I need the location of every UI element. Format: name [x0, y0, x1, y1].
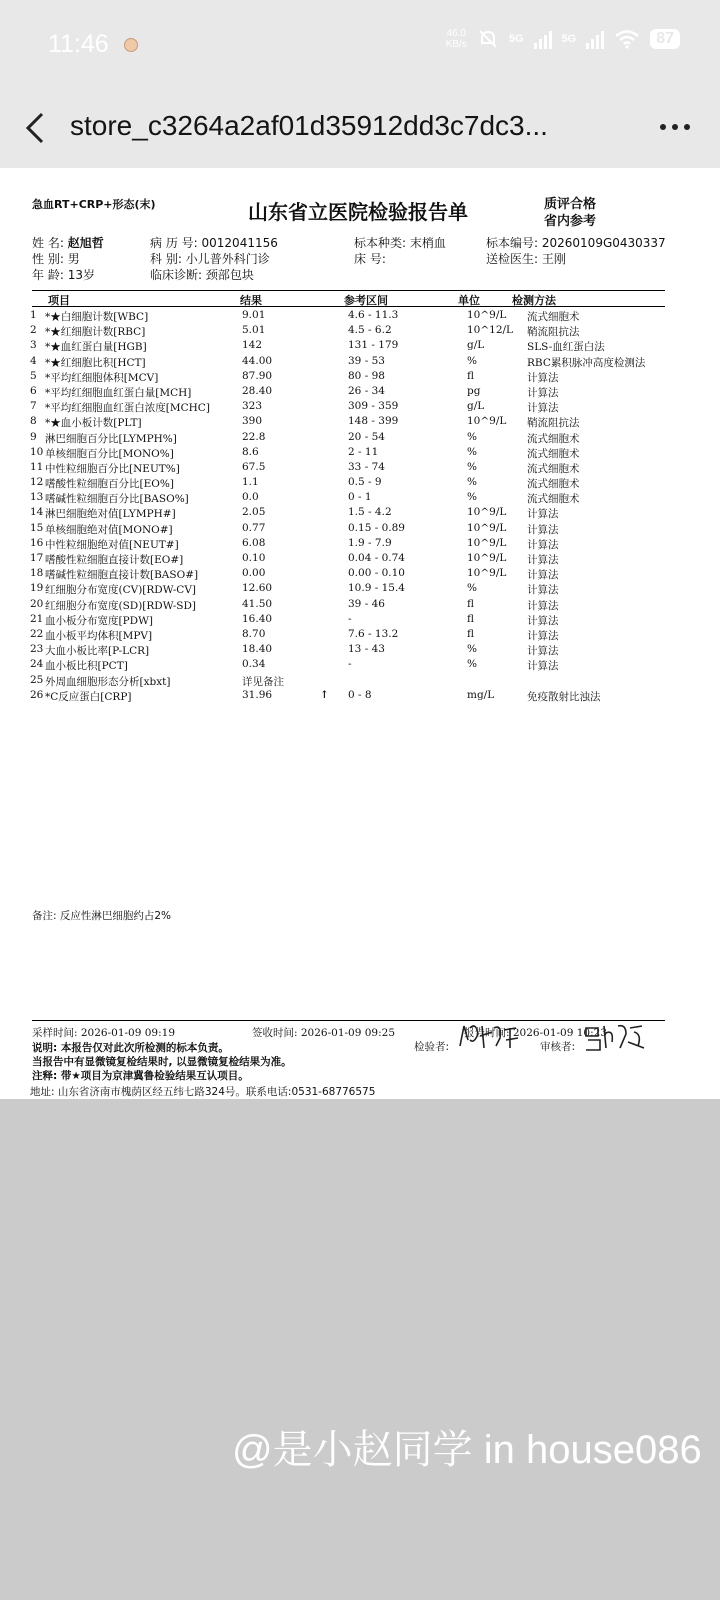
row-test-name: 单核细胞百分比[MONO%]: [45, 447, 174, 460]
sim2-label: 5G: [561, 33, 577, 45]
report-title: 山东省立医院检验报告单: [248, 200, 468, 224]
row-result: 9.01: [242, 309, 266, 321]
row-test-name: *C反应蛋白[CRP]: [45, 690, 132, 703]
row-index: 8: [30, 415, 37, 428]
row-result: 31.96: [242, 688, 273, 701]
row-result: 8.70: [242, 627, 266, 640]
table-row: [0, 582, 720, 597]
row-test-name: 单核细胞绝对值[MONO#]: [45, 523, 173, 536]
row-test-name: *平均红细胞血红蛋白浓度[MCHC]: [45, 402, 210, 415]
row-test-name: *★血红蛋白量[HGB]: [45, 341, 147, 354]
row-reference: 0.00 - 0.10: [348, 567, 405, 580]
signal-bars-1-icon: [534, 29, 552, 49]
row-method: 计算法: [527, 629, 559, 642]
table-row: [0, 339, 720, 354]
hospital-address: 地址: 山东省济南市槐荫区经五纬七路324号。联系电话:0531-68776575: [30, 1086, 376, 1098]
row-method: 流式细胞术: [527, 432, 580, 445]
quality-note: 质评合格 省内参考: [544, 197, 597, 229]
row-unit: 10^9/L: [467, 506, 507, 519]
row-method: 免疫散射比浊法: [527, 690, 601, 703]
department: 科 别: 小儿普外科门诊: [150, 252, 270, 266]
results-table-body: [0, 309, 720, 704]
row-index: 20: [30, 597, 44, 610]
row-method: 流式细胞术: [527, 462, 580, 475]
patient-sex: 性 别: 男: [32, 252, 80, 266]
row-result: 87.90: [242, 369, 273, 382]
row-method: 计算法: [527, 599, 559, 612]
row-result: 12.60: [242, 582, 273, 595]
row-test-name: *★红细胞计数[RBC]: [45, 326, 146, 339]
row-result: 2.05: [242, 506, 266, 519]
row-test-name: *★血小板计数[PLT]: [45, 417, 142, 430]
row-index: 26: [30, 688, 44, 701]
row-index: 23: [30, 643, 44, 656]
test-package-tag: 急血RT+CRP+形态(末): [32, 198, 156, 211]
row-unit: 10^9/L: [467, 415, 507, 428]
row-reference: 1.5 - 4.2: [348, 506, 392, 519]
row-reference: 26 - 34: [348, 384, 385, 397]
row-method: 计算法: [527, 569, 559, 582]
row-index: 6: [30, 384, 37, 397]
row-method: 计算法: [527, 645, 559, 658]
row-reference: 4.6 - 11.3: [348, 309, 399, 321]
row-index: 14: [30, 506, 44, 519]
table-row: [0, 689, 720, 704]
col-method: 检测方法: [512, 294, 556, 307]
row-reference: 2 - 11: [348, 445, 379, 458]
table-row: [0, 567, 720, 582]
row-reference: 148 - 399: [348, 415, 399, 428]
row-unit: %: [467, 354, 477, 367]
specimen-type: 标本种类: 末梢血: [354, 236, 446, 250]
row-result: 390: [242, 415, 263, 428]
row-test-name: 红细胞分布宽度(CV)[RDW-CV]: [45, 584, 197, 597]
report-time: 报告时间: 2026-01-09 10:23: [464, 1027, 608, 1039]
row-result: 6.08: [242, 536, 266, 549]
row-method: 计算法: [527, 554, 559, 566]
battery-indicator: 87: [650, 29, 680, 49]
row-index: 4: [30, 354, 37, 367]
table-row: [0, 552, 720, 567]
row-method: SLS-血红蛋白法: [527, 341, 605, 354]
row-reference: 0 - 1: [348, 491, 372, 504]
status-time: 11:46: [48, 30, 109, 58]
patient-age: 年 龄: 13岁: [32, 268, 95, 282]
report-document: [0, 168, 720, 1099]
row-test-name: 外周血细胞形态分析[xbxt]: [45, 675, 171, 688]
row-method: 计算法: [527, 386, 559, 399]
row-unit: pg: [467, 384, 481, 397]
net-speed: 46.0 KB/s: [445, 28, 467, 50]
table-row: [0, 674, 720, 689]
table-row: [0, 400, 720, 415]
row-result: 8.6: [242, 445, 259, 458]
row-method: 计算法: [527, 402, 559, 415]
row-test-name: 嗜酸性粒细胞百分比[EO%]: [45, 478, 174, 491]
back-arrow-icon[interactable]: [22, 110, 52, 146]
row-unit: 10^9/L: [467, 521, 507, 534]
row-unit: %: [467, 643, 477, 656]
row-unit: 10^9/L: [467, 567, 507, 580]
mute-bell-icon: [477, 28, 499, 50]
row-unit: %: [467, 476, 477, 489]
row-unit: 10^12/L: [467, 324, 514, 337]
row-result: 41.50: [242, 597, 273, 610]
row-unit: mg/L: [467, 688, 495, 701]
table-row: [0, 506, 720, 521]
row-test-name: 淋巴细胞百分比[LYMPH%]: [45, 432, 177, 445]
row-method: 计算法: [527, 371, 559, 384]
row-test-name: 嗜碱性粒细胞直接计数[BASO#]: [45, 569, 199, 582]
more-options-icon[interactable]: [660, 124, 690, 130]
row-flag: ↑: [320, 688, 329, 701]
reviewer-signature: [582, 1020, 648, 1052]
row-unit: 10^9/L: [467, 552, 507, 564]
row-result: 142: [242, 339, 263, 352]
table-row: [0, 613, 720, 628]
row-result: 0.10: [242, 552, 266, 564]
row-unit: %: [467, 445, 477, 458]
row-index: 25: [30, 673, 44, 686]
row-unit: fl: [467, 369, 475, 382]
row-method: 计算法: [527, 523, 559, 536]
receive-time: 签收时间: 2026-01-09 09:25: [252, 1027, 396, 1039]
note-mutual-recognition: 注释: 带★项目为京津冀鲁检验结果互认项目。: [32, 1070, 249, 1082]
row-test-name: *★红细胞比积[HCT]: [45, 356, 146, 369]
table-row: [0, 324, 720, 339]
row-index: 11: [30, 460, 44, 473]
row-reference: 13 - 43: [348, 643, 385, 656]
row-index: 3: [30, 339, 37, 352]
row-result: 18.40: [242, 643, 273, 656]
row-unit: %: [467, 460, 477, 473]
note-microscope: 当报告中有显微镜复检结果时, 以显微镜复检结果为准。: [32, 1056, 292, 1068]
row-test-name: *平均红细胞血红蛋白量[MCH]: [45, 386, 192, 399]
row-test-name: *★白细胞计数[WBC]: [45, 311, 149, 323]
row-reference: 309 - 359: [348, 400, 399, 413]
table-row: [0, 309, 720, 324]
bed-number: 床 号:: [354, 252, 386, 266]
row-index: 18: [30, 567, 44, 580]
row-result: 5.01: [242, 324, 266, 337]
row-method: 计算法: [527, 584, 559, 597]
app-notification-icon: [124, 38, 138, 52]
row-unit: 10^9/L: [467, 536, 507, 549]
row-test-name: 淋巴细胞绝对值[LYMPH#]: [45, 508, 176, 521]
row-test-name: 血小板比积[PCT]: [45, 660, 128, 673]
results-table-header: [32, 290, 665, 307]
row-unit: fl: [467, 597, 475, 610]
row-reference: 39 - 46: [348, 597, 385, 610]
row-method: 鞘流阻抗法: [527, 326, 580, 339]
status-bar: [0, 0, 720, 88]
row-test-name: *平均红细胞体积[MCV]: [45, 371, 159, 384]
row-test-name: 嗜酸性粒细胞直接计数[EO#]: [45, 554, 184, 566]
row-method: 计算法: [527, 508, 559, 521]
row-index: 16: [30, 536, 44, 549]
col-result: 结果: [240, 294, 262, 307]
table-row: [0, 598, 720, 613]
col-item: 项目: [48, 294, 70, 307]
table-row: [0, 643, 720, 658]
row-unit: fl: [467, 627, 475, 640]
row-reference: 7.6 - 13.2: [348, 627, 399, 640]
row-reference: 20 - 54: [348, 430, 385, 443]
row-index: 1: [30, 309, 37, 321]
row-reference: -: [348, 658, 352, 671]
row-result: 0.77: [242, 521, 266, 534]
row-index: 10: [30, 445, 44, 458]
row-test-name: 中性粒细胞绝对值[NEUT#]: [45, 538, 179, 551]
status-indicators: [446, 28, 680, 50]
row-index: 2: [30, 324, 37, 337]
note-responsibility: 说明: 本报告仅对此次所检测的标本负责。: [32, 1042, 229, 1054]
row-result: 0.00: [242, 567, 266, 580]
sample-number: 标本编号: 20260109G0430337: [486, 236, 666, 250]
row-reference: 10.9 - 15.4: [348, 582, 405, 595]
row-reference: 1.9 - 7.9: [348, 536, 392, 549]
row-method: 流式细胞术: [527, 311, 580, 323]
row-reference: 0.15 - 0.89: [348, 521, 405, 534]
row-result: 323: [242, 400, 263, 413]
row-reference: 4.5 - 6.2: [348, 324, 392, 337]
wifi-icon: [614, 29, 640, 49]
row-result: 44.00: [242, 354, 273, 367]
examiner-signature: [456, 1018, 532, 1052]
row-method: 计算法: [527, 614, 559, 627]
row-index: 5: [30, 369, 37, 382]
row-unit: %: [467, 582, 477, 595]
row-unit: g/L: [467, 339, 485, 352]
row-result: 0.0: [242, 491, 259, 504]
row-test-name: 血小板平均体积[MPV]: [45, 629, 153, 642]
table-row: [0, 355, 720, 370]
app-bar: [0, 88, 720, 168]
row-reference: -: [348, 612, 352, 625]
table-row: [0, 491, 720, 506]
row-unit: %: [467, 430, 477, 443]
row-result: 22.8: [242, 430, 266, 443]
table-row: [0, 628, 720, 643]
reviewer-label: 审核者:: [540, 1041, 576, 1053]
row-method: 流式细胞术: [527, 447, 580, 460]
col-ref: 参考区间: [344, 294, 388, 307]
row-result: 1.1: [242, 476, 259, 489]
row-index: 9: [30, 430, 37, 443]
row-result: 67.5: [242, 460, 266, 473]
table-row: [0, 370, 720, 385]
row-unit: %: [467, 658, 477, 671]
row-index: 19: [30, 582, 44, 595]
row-unit: g/L: [467, 400, 485, 413]
watermark: @是小赵同学 in house086: [232, 1428, 702, 1472]
sim1-label: 5G: [508, 33, 524, 45]
row-reference: 0.5 - 9: [348, 476, 382, 489]
row-index: 17: [30, 552, 44, 564]
remark: 备注: 反应性淋巴细胞约占2%: [32, 910, 172, 922]
row-test-name: 中性粒细胞百分比[NEUT%]: [45, 462, 180, 475]
row-test-name: 血小板分布宽度[PDW]: [45, 614, 153, 627]
table-row: [0, 522, 720, 537]
table-row: [0, 658, 720, 673]
examiner-label: 检验者:: [414, 1041, 450, 1053]
table-row: [0, 461, 720, 476]
row-test-name: 嗜碱性粒细胞百分比[BASO%]: [45, 493, 189, 506]
table-row: [0, 385, 720, 400]
row-unit: fl: [467, 612, 475, 625]
row-test-name: 红细胞分布宽度(SD)[RDW-SD]: [45, 599, 197, 612]
file-title: store_c3264a2af01d35912dd3c7dc3...: [70, 110, 548, 141]
table-row: [0, 476, 720, 491]
row-reference: 80 - 98: [348, 369, 385, 382]
row-unit: 10^9/L: [467, 309, 507, 321]
row-method: RBC累积脉冲高度检测法: [527, 356, 646, 369]
row-reference: 131 - 179: [348, 339, 399, 352]
footer-divider: [32, 1020, 665, 1021]
table-row: [0, 446, 720, 461]
row-index: 24: [30, 658, 44, 671]
signal-bars-2-icon: [586, 29, 604, 49]
row-result: 0.34: [242, 658, 266, 671]
col-unit: 单位: [458, 294, 480, 307]
referring-doctor: 送检医生: 王刚: [486, 252, 566, 266]
table-row: [0, 537, 720, 552]
row-index: 7: [30, 400, 37, 413]
row-reference: 39 - 53: [348, 354, 385, 367]
clinical-diagnosis: 临床诊断: 颈部包块: [150, 268, 254, 282]
row-reference: 0.04 - 0.74: [348, 552, 405, 564]
row-result: 28.40: [242, 384, 273, 397]
row-method: 计算法: [527, 538, 559, 551]
row-index: 13: [30, 491, 44, 504]
table-row: [0, 415, 720, 430]
row-result: 详见备注: [242, 675, 284, 688]
row-method: 流式细胞术: [527, 493, 580, 506]
patient-name: 姓 名: 赵旭哲: [32, 236, 104, 250]
row-index: 12: [30, 476, 44, 489]
table-row: [0, 431, 720, 446]
row-index: 22: [30, 627, 44, 640]
row-reference: 33 - 74: [348, 460, 385, 473]
medical-record-no: 病 历 号: 0012041156: [150, 236, 278, 250]
sample-time: 采样时间: 2026-01-09 09:19: [32, 1027, 176, 1039]
row-reference: 0 - 8: [348, 688, 372, 701]
row-result: 16.40: [242, 612, 273, 625]
row-index: 15: [30, 521, 44, 534]
row-method: 流式细胞术: [527, 478, 580, 491]
row-unit: %: [467, 491, 477, 504]
row-method: 鞘流阻抗法: [527, 417, 580, 430]
row-method: 计算法: [527, 660, 559, 673]
row-index: 21: [30, 612, 44, 625]
row-test-name: 大血小板比率[P-LCR]: [45, 645, 150, 658]
